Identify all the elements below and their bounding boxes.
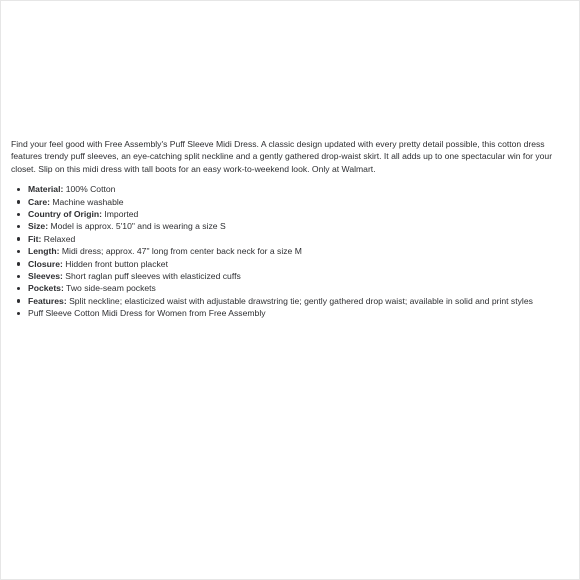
spec-label: Features: <box>28 295 67 306</box>
spec-label: Length: <box>28 246 60 257</box>
spec-label: Country of Origin: <box>28 209 102 220</box>
spec-item-length <box>28 245 569 257</box>
spec-value: Relaxed <box>41 233 76 244</box>
product-description: Find your feel good with Free Assembly's Puff Sleeve Midi Dress. A classic design updated with every pretty detail possible, this cotton dress features trendy puff sleeves, an eye-catching split neckline and a gently gathered drop-waist skirt. It all adds up to one spectacular win for your closet. Slip on this midi dress with tall boots for an easy work-to-weekend look. Only at Walmart. <box>11 139 553 174</box>
spec-item-material <box>28 183 569 195</box>
spec-label: Sleeves: <box>28 271 63 282</box>
spec-value: Hidden front button placket <box>62 258 168 269</box>
spec-label: Material: <box>28 184 64 195</box>
spec-item-fit <box>28 233 569 245</box>
spec-value: Two side-seam pockets <box>63 283 156 294</box>
spec-label: Care: <box>28 196 50 207</box>
spec-value: Model is approx. 5'10" and is wearing a size S <box>48 221 226 232</box>
spec-item-product-name <box>28 307 569 319</box>
spec-item-closure <box>28 258 569 270</box>
spec-value: Split neckline; elasticized waist with adjustable drawstring tie; gently gathered drop waist; available in solid and print styles <box>66 295 533 306</box>
spec-item-care <box>28 196 569 208</box>
spec-value: 100% Cotton <box>63 184 116 195</box>
spec-item-features <box>28 295 569 307</box>
spec-label: Pockets: <box>28 283 64 294</box>
product-description-section <box>11 138 569 320</box>
spec-value: Imported <box>102 209 139 220</box>
spec-value: Puff Sleeve Cotton Midi Dress for Women from Free Assembly <box>28 308 266 319</box>
spec-item-size <box>28 220 569 232</box>
spec-value: Machine washable <box>49 196 124 207</box>
spec-label: Closure: <box>28 258 63 269</box>
spec-label: Fit: <box>28 233 42 244</box>
spec-value: Midi dress; approx. 47" long from center back neck for a size M <box>59 246 302 257</box>
spec-value: Short raglan puff sleeves with elasticized cuffs <box>62 271 241 282</box>
spec-item-country-of-origin <box>28 208 569 220</box>
spec-label: Size: <box>28 221 49 232</box>
spec-item-sleeves <box>28 270 569 282</box>
spec-item-pockets <box>28 282 569 294</box>
spec-list <box>11 183 569 319</box>
